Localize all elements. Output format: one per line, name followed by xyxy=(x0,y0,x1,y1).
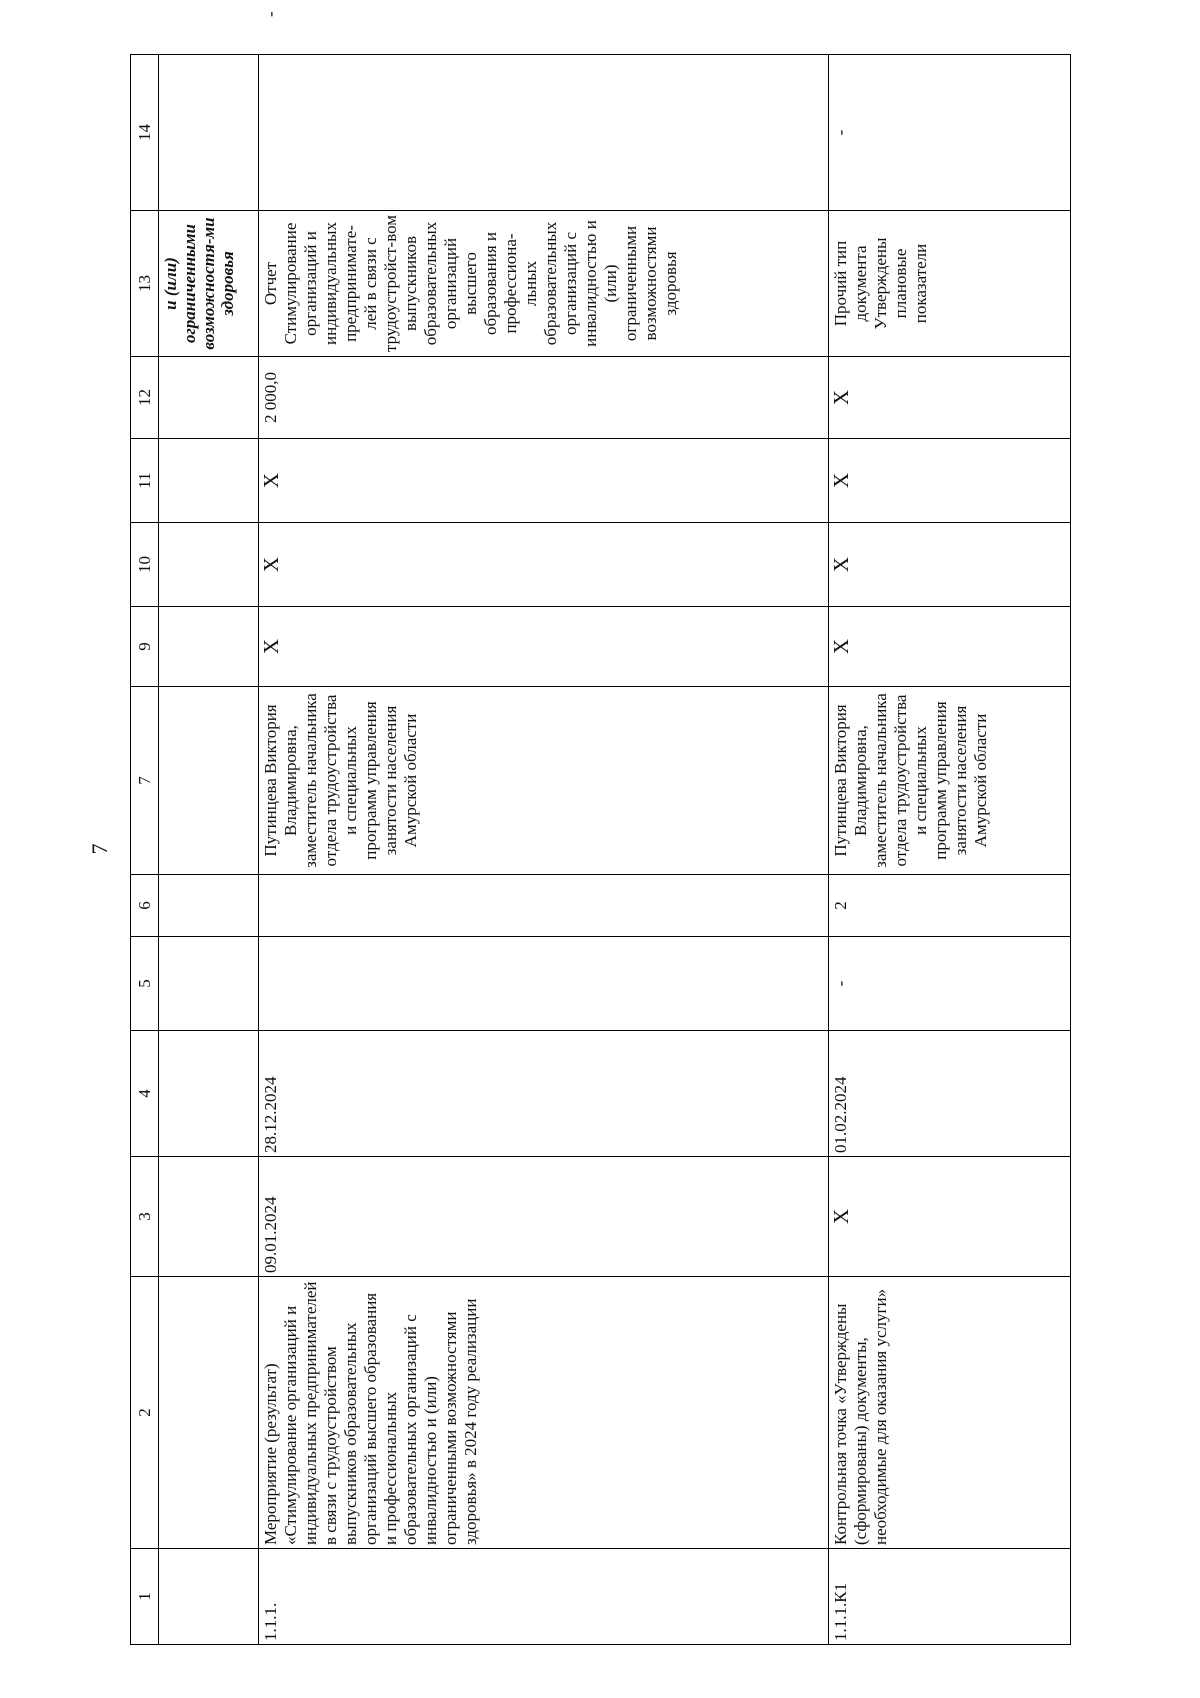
col-header-10: 10 xyxy=(131,523,159,607)
cont-cell-13: и (или) ограниченными возможностя-ми здоровья xyxy=(159,211,259,357)
cell-col-10: X xyxy=(829,523,1071,607)
cell-col-9: X xyxy=(829,607,1071,687)
end-date: 28.12.2024 xyxy=(259,1031,829,1157)
col-header-7: 7 xyxy=(131,687,159,875)
activity-name: Контрольная точка «Утверждены (сформированы) документы, необходимые для оказания услуги» xyxy=(829,1277,1071,1549)
cell-col-11: X xyxy=(259,439,829,523)
document-type: Прочий тип документа Утверждены плановые показатели xyxy=(829,211,1071,357)
cell-col-14: - xyxy=(829,55,1071,211)
cont-cell-2 xyxy=(159,1277,259,1549)
cell-col-5 xyxy=(259,937,829,1031)
cell-col-5: - xyxy=(829,937,1071,1031)
cont-cell-10 xyxy=(159,523,259,607)
document-type: Отчет Стимулирование организаций и индивидуальных предпринимате-лей в связи с трудоустройст-вом выпускников образовательных организаций высшего образования и профессиона-льных образовательных организаций с инвалидностью и (или) ограниченными возможностями здоровья xyxy=(259,211,829,357)
col-header-9: 9 xyxy=(131,607,159,687)
col-header-4: 4 xyxy=(131,1031,159,1157)
continuation-row xyxy=(159,55,259,1645)
cont-cell-3 xyxy=(159,1157,259,1277)
start-date: 09.01.2024 xyxy=(259,1157,829,1277)
cell-col-6 xyxy=(259,875,829,937)
col-header-1: 1 xyxy=(131,1549,159,1645)
row-number: 1.1.1.К1 xyxy=(829,1549,1071,1645)
col-header-2: 2 xyxy=(131,1277,159,1549)
cont-cell-1 xyxy=(159,1549,259,1645)
page-number: 7 xyxy=(87,843,112,855)
col-header-5: 5 xyxy=(131,937,159,1031)
activity-name: Мероприятие (результат) «Стимулирование организаций и индивидуальных предпринимателей в связи с трудоустройством выпускников образовательных организаций высшего образования и профессиональных образовательных организаций с инвалидностью и (или) ограниченными возможностями здоровья» в 2024 году реализации xyxy=(259,1277,829,1549)
start-date: X xyxy=(829,1157,1071,1277)
responsible-person: Путинцева Виктория Владимировна, заместитель начальника отдела трудоустройства и специальных программ управления занятости населения Амурской области xyxy=(829,687,1071,875)
cell-col-10: X xyxy=(259,523,829,607)
plan-table xyxy=(130,11,1071,1645)
col-header-11: 11 xyxy=(131,439,159,523)
cell-col-14 xyxy=(259,11,829,211)
cont-cell-6 xyxy=(159,875,259,937)
table-row xyxy=(259,55,829,1645)
col-header-14: 14 xyxy=(131,55,159,211)
cont-cell-12 xyxy=(159,357,259,439)
table-row xyxy=(829,55,1071,1645)
cell-col-11: X xyxy=(829,439,1071,523)
cont-cell-5 xyxy=(159,937,259,1031)
cont-cell-9 xyxy=(159,607,259,687)
cell-col-6: 2 xyxy=(829,875,1071,937)
responsible-person: Путинцева Виктория Владимировна, заместитель начальника отдела трудоустройства и специальных программ управления занятости населения Амурской области xyxy=(259,687,829,875)
dash-value: - xyxy=(261,11,280,17)
row-number: 1.1.1. xyxy=(259,1549,829,1645)
cont-cell-7 xyxy=(159,687,259,875)
cell-col-12: X xyxy=(829,357,1071,439)
cont-cell-11 xyxy=(159,439,259,523)
col-header-12: 12 xyxy=(131,357,159,439)
col-header-3: 3 xyxy=(131,1157,159,1277)
rotated-table-sheet xyxy=(130,11,1070,1645)
cell-col-9: X xyxy=(259,607,829,687)
cont-cell-4 xyxy=(159,1031,259,1157)
funding-amount: 2 000,0 xyxy=(259,357,829,439)
cont-cell-14 xyxy=(159,55,259,211)
col-header-13: 13 xyxy=(131,211,159,357)
column-number-row xyxy=(131,55,159,1645)
end-date: 01.02.2024 xyxy=(829,1031,1071,1157)
col-header-6: 6 xyxy=(131,875,159,937)
